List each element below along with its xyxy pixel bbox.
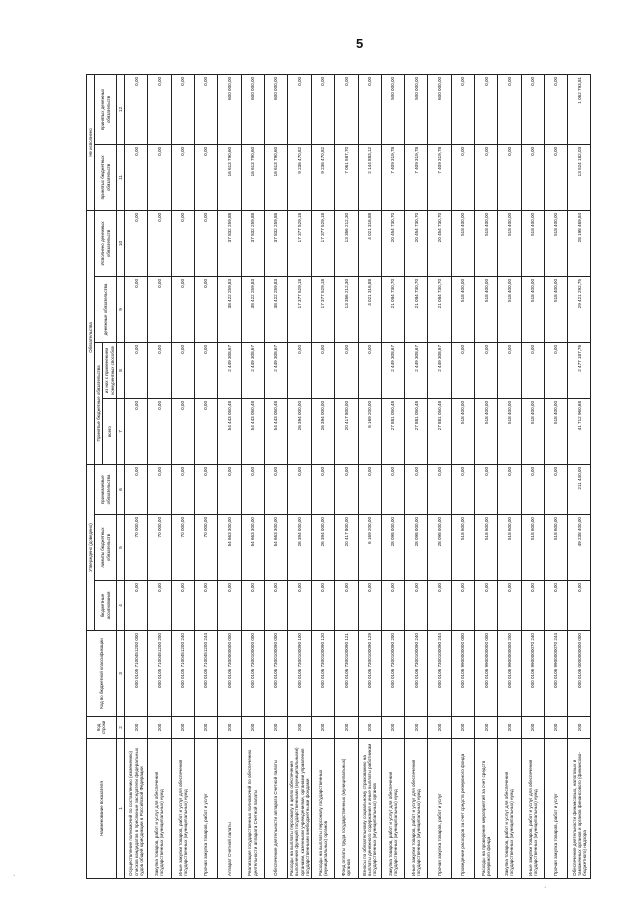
header-accepted-competitive: из них с применением конкурентных способов bbox=[103, 342, 116, 398]
row-budget-allocations-cell: 0,00 bbox=[194, 581, 217, 631]
row-monetary-obligations-cell: 38 422 259,83 bbox=[264, 276, 287, 342]
table-row bbox=[381, 74, 404, 878]
row-stroke-code-cell: 200 bbox=[194, 717, 217, 739]
row-accepted-competitive-cell: 0,00 bbox=[125, 342, 148, 398]
row-executed-cell: 37 832 259,88 bbox=[241, 210, 264, 276]
row-monetary-obligations-cell: 518 400,00 bbox=[474, 276, 497, 342]
header-not-executed: Не исполнено bbox=[87, 74, 95, 210]
row-budget-limits-cell: 70 000,00 bbox=[171, 515, 194, 581]
row-monetary-obligations-cell: 21 084 730,70 bbox=[428, 276, 451, 342]
column-index-cell: 1 bbox=[116, 739, 124, 879]
row-accepted-competitive-cell: 2 449 308,67 bbox=[264, 342, 287, 398]
row-not-executed-monetary-cell: 500 000,00 bbox=[381, 74, 404, 144]
row-class-code-cell: 000 0106 9900000000 200 bbox=[498, 631, 521, 717]
row-accepted-total-cell: 27 881 050,48 bbox=[405, 398, 428, 464]
row-monetary-obligations-cell: 21 084 730,70 bbox=[405, 276, 428, 342]
row-budget-limits-cell: 54 663 300,00 bbox=[218, 515, 241, 581]
row-accepted-total-cell: 26 394 000,00 bbox=[288, 398, 312, 464]
row-accepted-total-cell: 20 417 800,00 bbox=[335, 398, 358, 464]
row-not-executed-monetary-cell: 1 062 793,81 bbox=[568, 74, 591, 144]
row-name-cell: Иные закупки товаров, работ и услуг для обеспечения государственных (муниципальных) нужд bbox=[521, 739, 544, 879]
row-budget-allocations-cell: 0,00 bbox=[381, 581, 404, 631]
row-budget-allocations-cell: 0,00 bbox=[218, 581, 241, 631]
row-budget-allocations-cell: 0,00 bbox=[125, 581, 148, 631]
row-executed-cell: 17 377 529,18 bbox=[288, 210, 312, 276]
row-executed-cell: 0,00 bbox=[171, 210, 194, 276]
page-number: 5 bbox=[356, 36, 364, 51]
column-index-cell: 11 bbox=[116, 144, 124, 210]
row-accepted-total-cell: 518 400,00 bbox=[451, 398, 474, 464]
row-accepted-total-cell: 27 881 050,48 bbox=[428, 398, 451, 464]
row-executed-cell: 17 377 529,18 bbox=[311, 210, 334, 276]
row-stroke-code-cell: 200 bbox=[451, 717, 474, 739]
row-name-cell: Проведение расходов за счет средств резервного фонда bbox=[451, 739, 474, 879]
row-accepted-obligations-cell: 0,00 bbox=[498, 464, 521, 514]
column-index-row bbox=[116, 74, 124, 878]
row-not-executed-budget-cell: 9 236 470,82 bbox=[311, 144, 334, 210]
row-class-code-cell: 000 0105 7100451200 000 bbox=[125, 631, 148, 717]
table-row bbox=[335, 74, 358, 878]
row-not-executed-budget-cell: 0,00 bbox=[194, 144, 217, 210]
row-not-executed-budget-cell: 9 236 470,82 bbox=[288, 144, 312, 210]
row-executed-cell: 28 198 469,84 bbox=[568, 210, 591, 276]
row-not-executed-monetary-cell: 0,00 bbox=[335, 74, 358, 144]
row-monetary-obligations-cell: 518 400,00 bbox=[451, 276, 474, 342]
row-not-executed-budget-cell: 7 061 587,70 bbox=[335, 144, 358, 210]
column-index-cell: 7 bbox=[116, 398, 124, 464]
row-not-executed-monetary-cell: 0,00 bbox=[194, 74, 217, 144]
row-accepted-obligations-cell: 0,00 bbox=[521, 464, 544, 514]
row-budget-allocations-cell: 0,00 bbox=[311, 581, 334, 631]
table-row bbox=[544, 74, 567, 878]
row-executed-cell: 518 400,00 bbox=[474, 210, 497, 276]
header-obligations: Обязательства bbox=[87, 210, 95, 464]
row-accepted-obligations-cell: 0,00 bbox=[474, 464, 497, 514]
row-not-executed-budget-cell: 0,00 bbox=[125, 144, 148, 210]
table-row bbox=[288, 74, 312, 878]
row-not-executed-monetary-cell: 600 000,00 bbox=[264, 74, 287, 144]
table-body bbox=[125, 74, 591, 878]
row-class-code-cell: 000 0106 9900000000 000 bbox=[451, 631, 474, 717]
row-accepted-competitive-cell: 0,00 bbox=[288, 342, 312, 398]
row-not-executed-monetary-cell: 0,00 bbox=[311, 74, 334, 144]
column-index-cell: 4 bbox=[116, 581, 124, 631]
column-index-cell: 6 bbox=[116, 464, 124, 514]
header-budget-limits: лимиты бюджетных обязательств bbox=[95, 515, 117, 581]
scan-mark: · bbox=[544, 884, 547, 891]
row-executed-cell: 20 454 730,70 bbox=[381, 210, 404, 276]
row-accepted-competitive-cell: 0,00 bbox=[474, 342, 497, 398]
row-stroke-code-cell: 200 bbox=[218, 717, 241, 739]
row-class-code-cell: 000 0106 7300100090 200 bbox=[381, 631, 404, 717]
row-budget-allocations-cell: 0,00 bbox=[568, 581, 591, 631]
row-budget-limits-cell: 518 600,00 bbox=[521, 515, 544, 581]
row-not-executed-budget-cell: 0,00 bbox=[451, 144, 474, 210]
table-row bbox=[241, 74, 264, 878]
row-not-executed-monetary-cell: 0,00 bbox=[171, 74, 194, 144]
row-not-executed-budget-cell: 13 524 182,03 bbox=[568, 144, 591, 210]
row-budget-allocations-cell: 0,00 bbox=[544, 581, 567, 631]
row-not-executed-monetary-cell: 0,00 bbox=[148, 74, 171, 144]
row-accepted-obligations-cell: 0,00 bbox=[451, 464, 474, 514]
row-accepted-competitive-cell: 0,00 bbox=[498, 342, 521, 398]
row-not-executed-budget-cell: 0,00 bbox=[544, 144, 567, 210]
row-class-code-cell: 000 0105 7100451200 200 bbox=[148, 631, 171, 717]
row-budget-limits-cell: 54 663 300,00 bbox=[241, 515, 264, 581]
row-budget-allocations-cell: 0,00 bbox=[428, 581, 451, 631]
row-budget-limits-cell: 20 417 800,00 bbox=[335, 515, 358, 581]
row-executed-cell: 518 400,00 bbox=[544, 210, 567, 276]
table-row bbox=[125, 74, 148, 878]
row-accepted-competitive-cell: 2 449 308,67 bbox=[428, 342, 451, 398]
row-executed-cell: 13 356 212,30 bbox=[335, 210, 358, 276]
row-stroke-code-cell: 200 bbox=[241, 717, 264, 739]
row-budget-limits-cell: 49 238 400,00 bbox=[568, 515, 591, 581]
row-class-code-cell: 000 0106 9900000000 000 bbox=[474, 631, 497, 717]
row-not-executed-monetary-cell: 0,00 bbox=[288, 74, 312, 144]
row-monetary-obligations-cell: 17 377 529,18 bbox=[311, 276, 334, 342]
header-approved: Утверждено (доведено) bbox=[87, 464, 95, 630]
row-accepted-total-cell: 26 394 000,00 bbox=[311, 398, 334, 464]
table-row bbox=[264, 74, 287, 878]
row-class-code-cell: 000 0106 7300100090 129 bbox=[358, 631, 381, 717]
row-budget-limits-cell: 518 600,00 bbox=[451, 515, 474, 581]
column-index-cell: 12 bbox=[116, 74, 124, 144]
row-accepted-total-cell: 0,00 bbox=[171, 398, 194, 464]
column-index-cell: 8 bbox=[116, 342, 124, 398]
row-budget-limits-cell: 70 000,00 bbox=[125, 515, 148, 581]
row-accepted-total-cell: 41 712 960,68 bbox=[568, 398, 591, 464]
column-index-cell: 5 bbox=[116, 515, 124, 581]
row-not-executed-budget-cell: 0,00 bbox=[498, 144, 521, 210]
row-accepted-obligations-cell: 0,00 bbox=[264, 464, 287, 514]
table-row bbox=[474, 74, 497, 878]
row-monetary-obligations-cell: 0,00 bbox=[125, 276, 148, 342]
row-executed-cell: 0,00 bbox=[194, 210, 217, 276]
table-row bbox=[148, 74, 171, 878]
row-accepted-total-cell: 518 400,00 bbox=[544, 398, 567, 464]
table-frame bbox=[86, 75, 587, 879]
row-not-executed-monetary-cell: 0,00 bbox=[451, 74, 474, 144]
row-budget-allocations-cell: 0,00 bbox=[358, 581, 381, 631]
row-name-cell: Прочая закупка товаров, работ и услуг bbox=[544, 739, 567, 879]
row-stroke-code-cell: 200 bbox=[148, 717, 171, 739]
row-budget-allocations-cell: 0,00 bbox=[474, 581, 497, 631]
row-accepted-obligations-cell: 0,00 bbox=[428, 464, 451, 514]
row-not-executed-budget-cell: 0,00 bbox=[148, 144, 171, 210]
row-stroke-code-cell: 200 bbox=[311, 717, 334, 739]
row-name-cell: Прочая закупка товаров, работ и услуг bbox=[194, 739, 217, 879]
row-budget-allocations-cell: 0,00 bbox=[148, 581, 171, 631]
row-accepted-total-cell: 27 881 050,48 bbox=[381, 398, 404, 464]
row-budget-allocations-cell: 0,00 bbox=[288, 581, 312, 631]
row-executed-cell: 518 400,00 bbox=[521, 210, 544, 276]
row-budget-limits-cell: 518 600,00 bbox=[544, 515, 567, 581]
column-index-cell: 10 bbox=[116, 210, 124, 276]
row-monetary-obligations-cell: 29 421 292,75 bbox=[568, 276, 591, 342]
row-name-cell: Фонд оплаты труда государственных (муниципальных) органов bbox=[335, 739, 358, 879]
row-monetary-obligations-cell: 17 377 529,18 bbox=[288, 276, 312, 342]
row-accepted-competitive-cell: 0,00 bbox=[358, 342, 381, 398]
row-name-cell: Расходы на выплаты персоналу в целях обеспечения выполнения функций государственными (муниципальными) органами, казенными учреждениями, органами управления государственными внебюджетными фондами bbox=[288, 739, 312, 879]
row-accepted-obligations-cell: 0,00 bbox=[335, 464, 358, 514]
row-budget-limits-cell: 26 394 000,00 bbox=[288, 515, 312, 581]
row-name-cell: Иные закупки товаров, работ и услуг для обеспечения государственных (муниципальных) нужд bbox=[405, 739, 428, 879]
row-budget-limits-cell: 28 098 000,00 bbox=[381, 515, 404, 581]
row-not-executed-budget-cell: 0,00 bbox=[521, 144, 544, 210]
row-stroke-code-cell: 200 bbox=[171, 717, 194, 739]
row-accepted-total-cell: 54 443 050,48 bbox=[264, 398, 287, 464]
row-budget-limits-cell: 70 000,00 bbox=[194, 515, 217, 581]
row-budget-allocations-cell: 0,00 bbox=[264, 581, 287, 631]
row-accepted-total-cell: 54 443 050,48 bbox=[218, 398, 241, 464]
table-row bbox=[498, 74, 521, 878]
row-accepted-obligations-cell: 0,00 bbox=[358, 464, 381, 514]
header-accepted-budget-obligations: Принятые бюджетные обязательства bbox=[95, 342, 103, 464]
row-monetary-obligations-cell: 21 084 730,70 bbox=[381, 276, 404, 342]
row-monetary-obligations-cell: 13 356 212,30 bbox=[335, 276, 358, 342]
row-class-code-cell: 000 0106 7300100090 244 bbox=[428, 631, 451, 717]
row-monetary-obligations-cell: 38 422 259,83 bbox=[218, 276, 241, 342]
row-class-code-cell: 000 0106 7300100090 100 bbox=[288, 631, 312, 717]
row-class-code-cell: 000 0105 7100451200 244 bbox=[194, 631, 217, 717]
row-stroke-code-cell: 200 bbox=[474, 717, 497, 739]
row-executed-cell: 0,00 bbox=[125, 210, 148, 276]
table-row bbox=[218, 74, 241, 878]
header-budget-allocations: бюджетные ассигнования bbox=[95, 581, 117, 631]
row-name-cell: Расходы на проведение мероприятий за счет средств резервного фонда bbox=[474, 739, 497, 879]
row-accepted-total-cell: 0,00 bbox=[194, 398, 217, 464]
row-not-executed-monetary-cell: 0,00 bbox=[544, 74, 567, 144]
row-budget-allocations-cell: 0,00 bbox=[335, 581, 358, 631]
row-not-executed-budget-cell: 16 613 790,60 bbox=[218, 144, 241, 210]
header-accepted-obligations-approved: принимаемые обязательства bbox=[95, 464, 117, 514]
row-accepted-obligations-cell: 0,00 bbox=[544, 464, 567, 514]
scan-mark: · bbox=[13, 872, 16, 879]
header-not-executed-budget: принятых бюджетных обязательств bbox=[95, 144, 117, 210]
row-name-cell: Обеспечение деятельности аппарата Счетной палаты bbox=[264, 739, 287, 879]
row-name-cell: Иные закупки товаров, работ и услуг для обеспечения государственных (муниципальных) нужд bbox=[171, 739, 194, 879]
row-not-executed-budget-cell: 16 613 790,60 bbox=[264, 144, 287, 210]
row-executed-cell: 4 021 316,88 bbox=[358, 210, 381, 276]
row-accepted-total-cell: 54 443 050,48 bbox=[241, 398, 264, 464]
row-budget-limits-cell: 518 600,00 bbox=[474, 515, 497, 581]
row-budget-limits-cell: 28 098 000,00 bbox=[428, 515, 451, 581]
row-not-executed-budget-cell: 0,00 bbox=[171, 144, 194, 210]
row-monetary-obligations-cell: 0,00 bbox=[171, 276, 194, 342]
row-class-code-cell: 000 0106 9900000070 244 bbox=[544, 631, 567, 717]
row-stroke-code-cell: 200 bbox=[428, 717, 451, 739]
row-accepted-obligations-cell: 0,00 bbox=[381, 464, 404, 514]
table-row bbox=[405, 74, 428, 878]
table-row bbox=[358, 74, 381, 878]
row-budget-allocations-cell: 0,00 bbox=[451, 581, 474, 631]
row-accepted-competitive-cell: 0,00 bbox=[451, 342, 474, 398]
row-name-cell: Закупка товаров, работ и услуг для обеспечения государственных (муниципальных) нужд bbox=[148, 739, 171, 879]
table-row bbox=[521, 74, 544, 878]
row-name-cell: Взносы по обязательному социальному страхованию на выплаты денежного содержания и иные выплаты работникам государственных (муниципальных) органов bbox=[358, 739, 381, 879]
row-class-code-cell: 000 0106 7300100000 000 bbox=[241, 631, 264, 717]
table-row bbox=[171, 74, 194, 878]
row-monetary-obligations-cell: 518 400,00 bbox=[498, 276, 521, 342]
table-row bbox=[428, 74, 451, 878]
row-name-cell: Закупка товаров, работ и услуг для обеспечения государственных (муниципальных) нужд bbox=[498, 739, 521, 879]
row-stroke-code-cell: 200 bbox=[544, 717, 567, 739]
row-name-cell: Прочая закупка товаров, работ и услуг bbox=[428, 739, 451, 879]
row-class-code-cell: 000 0105 7100451200 240 bbox=[171, 631, 194, 717]
row-monetary-obligations-cell: 0,00 bbox=[194, 276, 217, 342]
row-not-executed-budget-cell: 7 409 319,78 bbox=[405, 144, 428, 210]
row-not-executed-monetary-cell: 600 000,00 bbox=[428, 74, 451, 144]
row-accepted-competitive-cell: 0,00 bbox=[148, 342, 171, 398]
row-accepted-competitive-cell: 2 449 308,67 bbox=[405, 342, 428, 398]
row-class-code-cell: 000 0106 7300000000 000 bbox=[218, 631, 241, 717]
column-index-cell: 3 bbox=[116, 631, 124, 717]
row-accepted-competitive-cell: 0,00 bbox=[311, 342, 334, 398]
row-name-cell: Осуществление полномочий по составлению (изменению) списков кандидатов в присяжные заседатели федеральных судов общей юрисдикции в Российской Федерации bbox=[125, 739, 148, 879]
row-accepted-total-cell: 0,00 bbox=[125, 398, 148, 464]
row-accepted-obligations-cell: 0,00 bbox=[125, 464, 148, 514]
row-accepted-competitive-cell: 0,00 bbox=[171, 342, 194, 398]
row-not-executed-budget-cell: 16 613 790,60 bbox=[241, 144, 264, 210]
row-accepted-obligations-cell: 0,00 bbox=[148, 464, 171, 514]
row-budget-allocations-cell: 0,00 bbox=[241, 581, 264, 631]
row-class-code-cell: 000 0106 7300100090 121 bbox=[335, 631, 358, 717]
row-budget-allocations-cell: 0,00 bbox=[498, 581, 521, 631]
row-budget-limits-cell: 28 098 000,00 bbox=[405, 515, 428, 581]
row-accepted-competitive-cell: 2 449 308,67 bbox=[381, 342, 404, 398]
header-accepted-total: всего bbox=[103, 398, 116, 464]
row-class-code-cell: 000 0106 7300100090 120 bbox=[311, 631, 334, 717]
row-accepted-total-cell: 518 400,00 bbox=[521, 398, 544, 464]
row-stroke-code-cell: 200 bbox=[288, 717, 312, 739]
row-executed-cell: 37 832 259,88 bbox=[218, 210, 241, 276]
row-executed-cell: 20 454 730,70 bbox=[405, 210, 428, 276]
row-monetary-obligations-cell: 518 400,00 bbox=[521, 276, 544, 342]
header-not-executed-monetary: принятых денежных обязательств bbox=[95, 74, 117, 144]
header-monetary-obligations: денежные обязательства bbox=[95, 276, 117, 342]
row-not-executed-monetary-cell: 600 000,00 bbox=[218, 74, 241, 144]
row-name-cell: Реализация государственных полномочий по обеспечению деятельности аппарата Счетной палаты bbox=[241, 739, 264, 879]
row-not-executed-budget-cell: 7 409 319,78 bbox=[428, 144, 451, 210]
row-executed-cell: 0,00 bbox=[148, 210, 171, 276]
row-accepted-obligations-cell: 0,00 bbox=[171, 464, 194, 514]
row-executed-cell: 37 832 259,88 bbox=[264, 210, 287, 276]
row-accepted-competitive-cell: 2 449 308,67 bbox=[218, 342, 241, 398]
header-executed: Исполнено денежных обязательств bbox=[95, 210, 117, 276]
row-not-executed-budget-cell: 0,00 bbox=[474, 144, 497, 210]
row-budget-limits-cell: 518 600,00 bbox=[498, 515, 521, 581]
row-name-cell: Закупка товаров, работ и услуг для обеспечения государственных (муниципальных) нужд bbox=[381, 739, 404, 879]
row-class-code-cell: 000 0106 7300100090 240 bbox=[405, 631, 428, 717]
row-accepted-total-cell: 0,00 bbox=[148, 398, 171, 464]
rotated-table-container bbox=[86, 75, 587, 879]
row-accepted-total-cell: 518 400,00 bbox=[498, 398, 521, 464]
row-not-executed-monetary-cell: 0,00 bbox=[358, 74, 381, 144]
row-accepted-obligations-cell: 0,00 bbox=[405, 464, 428, 514]
row-monetary-obligations-cell: 4 021 316,88 bbox=[358, 276, 381, 342]
row-stroke-code-cell: 200 bbox=[568, 717, 591, 739]
table-row bbox=[194, 74, 217, 878]
row-accepted-total-cell: 518 400,00 bbox=[474, 398, 497, 464]
row-not-executed-budget-cell: 7 409 319,78 bbox=[381, 144, 404, 210]
row-accepted-obligations-cell: 0,00 bbox=[194, 464, 217, 514]
row-name-cell: Аппарат Счетной палаты bbox=[218, 739, 241, 879]
row-not-executed-monetary-cell: 0,00 bbox=[474, 74, 497, 144]
row-executed-cell: 518 400,00 bbox=[498, 210, 521, 276]
row-monetary-obligations-cell: 0,00 bbox=[148, 276, 171, 342]
row-class-code-cell: 000 0106 0000000000 000 bbox=[568, 631, 591, 717]
row-accepted-competitive-cell: 0,00 bbox=[194, 342, 217, 398]
row-accepted-obligations-cell: 0,00 bbox=[241, 464, 264, 514]
row-budget-allocations-cell: 0,00 bbox=[171, 581, 194, 631]
row-accepted-competitive-cell: 0,00 bbox=[521, 342, 544, 398]
row-stroke-code-cell: 200 bbox=[381, 717, 404, 739]
row-accepted-obligations-cell: 0,00 bbox=[311, 464, 334, 514]
row-budget-allocations-cell: 0,00 bbox=[405, 581, 428, 631]
row-name-cell: Расходы на выплаты персоналу государственных (муниципальных) органов bbox=[311, 739, 334, 879]
table-row bbox=[311, 74, 334, 878]
row-accepted-obligations-cell: 0,00 bbox=[288, 464, 312, 514]
row-stroke-code-cell: 200 bbox=[405, 717, 428, 739]
row-not-executed-monetary-cell: 500 000,00 bbox=[405, 74, 428, 144]
row-monetary-obligations-cell: 38 422 259,83 bbox=[241, 276, 264, 342]
row-stroke-code-cell: 200 bbox=[358, 717, 381, 739]
row-accepted-competitive-cell: 0,00 bbox=[335, 342, 358, 398]
row-class-code-cell: 000 0106 9900000070 240 bbox=[521, 631, 544, 717]
header-name: Наименование показателя bbox=[87, 739, 117, 879]
header-class-code: Код по бюджетной классификации bbox=[87, 631, 117, 717]
row-accepted-competitive-cell: 2 477 187,76 bbox=[568, 342, 591, 398]
row-class-code-cell: 000 0106 7300100090 000 bbox=[264, 631, 287, 717]
row-not-executed-monetary-cell: 0,00 bbox=[498, 74, 521, 144]
row-not-executed-monetary-cell: 600 000,00 bbox=[241, 74, 264, 144]
row-budget-allocations-cell: 0,00 bbox=[521, 581, 544, 631]
row-stroke-code-cell: 200 bbox=[335, 717, 358, 739]
row-accepted-obligations-cell: 0,00 bbox=[218, 464, 241, 514]
row-not-executed-monetary-cell: 0,00 bbox=[125, 74, 148, 144]
row-stroke-code-cell: 200 bbox=[264, 717, 287, 739]
row-name-cell: Обеспечение деятельности финансовых, налоговых и таможенных органов и органов финансового (финансово-бюджетного) надзора bbox=[568, 739, 591, 879]
row-budget-limits-cell: 6 169 200,00 bbox=[358, 515, 381, 581]
row-not-executed-budget-cell: 2 144 883,12 bbox=[358, 144, 381, 210]
row-budget-limits-cell: 54 663 300,00 bbox=[264, 515, 287, 581]
budget-execution-table bbox=[86, 74, 591, 879]
row-budget-limits-cell: 26 394 000,00 bbox=[311, 515, 334, 581]
row-stroke-code-cell: 200 bbox=[498, 717, 521, 739]
table-row bbox=[568, 74, 591, 878]
row-monetary-obligations-cell: 518 400,00 bbox=[544, 276, 567, 342]
column-index-cell: 9 bbox=[116, 276, 124, 342]
table-row bbox=[451, 74, 474, 878]
row-executed-cell: 20 454 730,70 bbox=[428, 210, 451, 276]
row-stroke-code-cell: 200 bbox=[521, 717, 544, 739]
row-accepted-total-cell: 6 169 200,00 bbox=[358, 398, 381, 464]
row-executed-cell: 518 400,00 bbox=[451, 210, 474, 276]
row-not-executed-monetary-cell: 0,00 bbox=[521, 74, 544, 144]
row-stroke-code-cell: 200 bbox=[125, 717, 148, 739]
row-accepted-competitive-cell: 0,00 bbox=[544, 342, 567, 398]
row-budget-limits-cell: 70 000,00 bbox=[148, 515, 171, 581]
header-stroke-code: Код строки bbox=[87, 717, 117, 739]
column-index-cell: 2 bbox=[116, 717, 124, 739]
row-accepted-competitive-cell: 2 449 308,67 bbox=[241, 342, 264, 398]
row-accepted-obligations-cell: 211 440,00 bbox=[568, 464, 591, 514]
